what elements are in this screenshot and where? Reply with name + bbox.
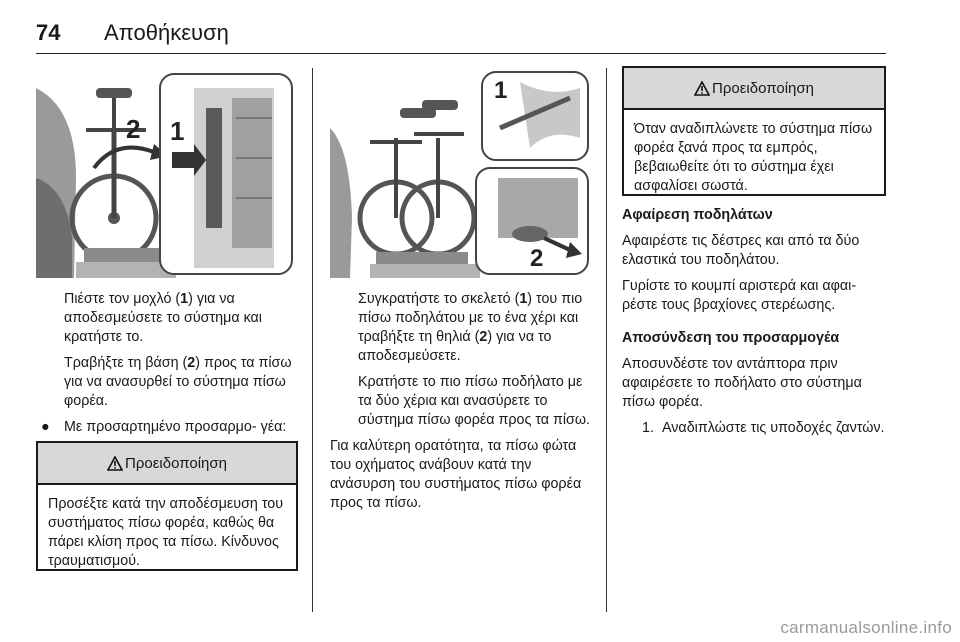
paragraph-hold-bike: Κρατήστε το πιο πίσω ποδήλατο με τα δύο χέρια και ανασύρετε το σύστημα πίσω φορέα προς τα πίσω.	[358, 374, 590, 428]
paragraph-rear-lights: Για καλύτερη ορατότητα, τα πίσω φώτα του οχήματος ανάβουν κατά την ανάσυρση του συστήματος πίσω φορέα προς τα πίσω.	[330, 438, 582, 511]
paragraph-turn-knob: Γυρίστε το κουμπί αριστερά και αφαι- ρέστε τους βραχίονες στερέωσης.	[622, 278, 857, 313]
warning-text: Όταν αναδιπλώνετε το σύστημα πίσω φορέα ξανά προς τα εμπρός, βεβαιωθείτε ότι το σύστημα έχει ασφαλίσει σωστά.	[634, 121, 873, 194]
step-number: 1.	[642, 420, 654, 436]
warning-title: Προειδοποίηση	[712, 79, 814, 97]
figure-bike-frame-illustration	[330, 68, 592, 278]
frame-ref: 1	[519, 291, 528, 307]
column-3-text	[622, 206, 888, 445]
figure-release-lever-illustration	[36, 68, 298, 278]
warning-title: Προειδοποίηση	[125, 454, 227, 472]
column-1-text	[36, 290, 302, 444]
watermark: carmanualsonline.info	[780, 618, 952, 637]
step-1: 1. Αναδιπλώστε τις υποδοχές ζαντών.	[642, 420, 885, 436]
warning-text: Προσέξτε κατά την αποδέσμευση του συστήματος πίσω φορέα, καθώς θα πάρει κλίση προς τα πίσω. Κίνδυνος τραυματισμού.	[48, 496, 284, 569]
warning-triangle-icon	[694, 81, 710, 96]
warning-header	[38, 443, 296, 485]
figure-callout-1: 1	[494, 77, 508, 104]
column-2-text	[330, 290, 596, 520]
column-divider-2	[606, 68, 607, 612]
loop-ref: 2	[479, 329, 488, 345]
page-title: Αποθήκευση	[104, 20, 229, 45]
figure-callout-2: 2	[530, 245, 544, 272]
figure-callout-1: 1	[170, 116, 185, 146]
header-rule	[36, 53, 886, 54]
figure-release-lever	[36, 68, 298, 278]
column-divider-1	[312, 68, 313, 612]
paragraph-pull-base: Τραβήξτε τη βάση (2) προς τα πίσω για να ανασυρθεί το σύστημα πίσω φορέα.	[64, 355, 292, 409]
warning-box-fold	[622, 66, 886, 196]
figure-callout-2: 2	[126, 114, 141, 144]
paragraph-hold-frame: Συγκρατήστε το σκελετό (1) του πιο πίσω ποδηλάτου με το ένα χέρι και τραβήξτε τη θηλιά (2) για να το αποδεσμεύσετε.	[358, 291, 583, 364]
lever-ref: 1	[180, 291, 189, 307]
page-header	[36, 20, 886, 52]
base-ref: 2	[187, 355, 196, 371]
bullet-dot: ●	[41, 419, 50, 435]
warning-box-tilt	[36, 441, 298, 571]
heading-disconnect-adapter: Αποσύνδεση του προσαρμογέα	[622, 330, 840, 346]
bullet-with-adapter: ● Με προσαρτημένο προσαρμο- γέα:	[41, 419, 287, 435]
warning-triangle-icon	[107, 456, 123, 471]
heading-remove-bikes: Αφαίρεση ποδηλάτων	[622, 207, 773, 223]
figure-bike-frame	[330, 68, 592, 278]
paragraph-disconnect-adapter: Αποσυνδέστε τον αντάπτορα πριν αφαιρέσετε το ποδήλατο στο σύστημα πίσω φορέα.	[622, 356, 862, 410]
warning-header	[624, 68, 884, 110]
paragraph-remove-straps: Αφαιρέστε τις δέστρες και από τα δύο ελαστικά του ποδηλάτου.	[622, 233, 860, 268]
page-number: 74	[36, 20, 61, 45]
paragraph-release-lever: Πιέστε τον μοχλό (1) για να αποδεσμεύσετε το σύστημα και κρατήστε το.	[64, 291, 262, 345]
